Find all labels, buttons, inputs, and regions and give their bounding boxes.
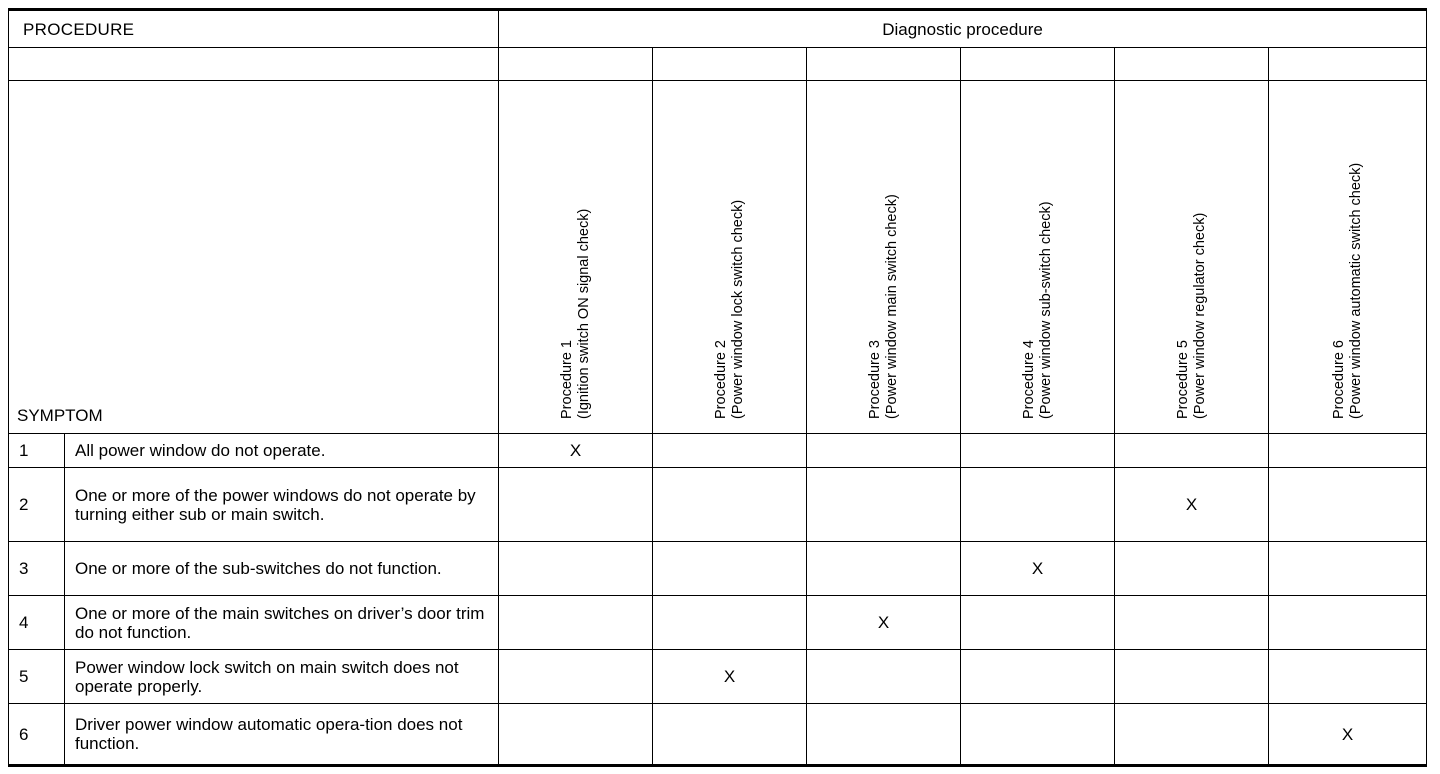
procedure-mark-cell — [1115, 434, 1269, 468]
procedure-mark-cell: X — [1269, 704, 1427, 766]
procedure-mark-cell: X — [807, 596, 961, 650]
symptom-number: 5 — [9, 650, 65, 704]
procedure-mark-cell: X — [653, 650, 807, 704]
procedure-mark-cell — [499, 596, 653, 650]
procedure-description: (Power window regulator check) — [1191, 212, 1208, 419]
blank-cell — [807, 48, 961, 81]
procedure-number: Procedure 1 — [558, 340, 575, 419]
procedure-mark-cell: X — [961, 542, 1115, 596]
symptom-row — [9, 650, 1427, 704]
procedure-title — [713, 200, 747, 419]
procedure-description: (Power window lock switch check) — [729, 199, 746, 419]
procedure-mark-cell — [499, 704, 653, 766]
procedure-mark-cell — [499, 650, 653, 704]
symptom-number: 6 — [9, 704, 65, 766]
procedure-mark-cell — [1269, 434, 1427, 468]
procedure-number: Procedure 6 — [1330, 340, 1347, 419]
procedure-mark-cell — [807, 650, 961, 704]
procedure-mark-cell — [1115, 542, 1269, 596]
procedure-mark-cell — [807, 542, 961, 596]
procedure-mark-cell — [653, 468, 807, 542]
procedure-description: (Power window sub-switch check) — [1037, 201, 1054, 419]
symptom-description: Power window lock switch on main switch does not operate properly. — [65, 650, 499, 704]
blank-cell — [961, 48, 1115, 81]
procedure-title — [559, 209, 593, 419]
header-row — [9, 10, 1427, 48]
procedure-number: Procedure 4 — [1020, 340, 1037, 419]
procedure-number: Procedure 5 — [1174, 340, 1191, 419]
procedure-mark-cell — [1269, 542, 1427, 596]
procedure-mark-cell — [1269, 650, 1427, 704]
symptom-row — [9, 704, 1427, 766]
procedure-description: (Power window automatic switch check) — [1347, 162, 1364, 419]
procedure-mark-cell: X — [499, 434, 653, 468]
procedure-mark-cell — [961, 704, 1115, 766]
symptom-description: All power window do not operate. — [65, 434, 499, 468]
procedure-mark-cell — [1269, 596, 1427, 650]
diagnostic-table-sheet — [8, 8, 1426, 766]
procedure-mark-cell — [499, 542, 653, 596]
blank-cell — [9, 48, 499, 81]
procedure-column-header — [1269, 81, 1427, 434]
blank-cell — [1269, 48, 1427, 81]
procedure-title — [1021, 201, 1055, 419]
procedure-mark-cell — [961, 434, 1115, 468]
symptom-row — [9, 434, 1427, 468]
procedure-column-header — [807, 81, 961, 434]
symptom-row — [9, 468, 1427, 542]
procedure-mark-cell — [807, 468, 961, 542]
symptom-description: One or more of the sub-switches do not function. — [65, 542, 499, 596]
symptom-row — [9, 596, 1427, 650]
procedure-mark-cell — [653, 704, 807, 766]
procedure-mark-cell — [807, 434, 961, 468]
symptom-number: 1 — [9, 434, 65, 468]
procedure-mark-cell — [807, 704, 961, 766]
procedure-title — [867, 194, 901, 419]
procedure-column-header — [653, 81, 807, 434]
symptom-row — [9, 542, 1427, 596]
symptom-header-cell — [9, 81, 499, 434]
symptom-number: 2 — [9, 468, 65, 542]
blank-cell — [499, 48, 653, 81]
procedure-mark-cell — [1115, 650, 1269, 704]
procedure-column-header — [499, 81, 653, 434]
procedure-mark-cell: X — [1115, 468, 1269, 542]
procedure-title — [1331, 163, 1365, 419]
procedure-names-row — [9, 81, 1427, 434]
blank-row — [9, 48, 1427, 81]
blank-cell — [1115, 48, 1269, 81]
procedure-mark-cell — [1115, 596, 1269, 650]
symptom-number: 4 — [9, 596, 65, 650]
diagnostic-procedure-header: Diagnostic procedure — [499, 10, 1427, 48]
procedure-mark-cell — [961, 650, 1115, 704]
procedure-number: Procedure 3 — [866, 340, 883, 419]
procedure-column-header — [961, 81, 1115, 434]
symptom-number: 3 — [9, 542, 65, 596]
procedure-mark-cell — [961, 468, 1115, 542]
procedure-header-cell — [9, 10, 499, 48]
symptom-header-label: SYMPTOM — [17, 406, 103, 425]
procedure-mark-cell — [961, 596, 1115, 650]
procedure-title — [1175, 213, 1209, 419]
diagnostic-matrix-table — [8, 8, 1427, 767]
symptom-description: One or more of the main switches on driver’s door trim do not function. — [65, 596, 499, 650]
procedure-column-header — [1115, 81, 1269, 434]
procedure-mark-cell — [499, 468, 653, 542]
procedure-mark-cell — [653, 542, 807, 596]
procedure-mark-cell — [653, 434, 807, 468]
procedure-description: (Ignition switch ON signal check) — [575, 208, 592, 419]
blank-cell — [653, 48, 807, 81]
procedure-mark-cell — [1269, 468, 1427, 542]
symptom-description: One or more of the power windows do not operate by turning either sub or main switch. — [65, 468, 499, 542]
symptom-description: Driver power window automatic opera-tion does not function. — [65, 704, 499, 766]
procedure-description: (Power window main switch check) — [883, 194, 900, 419]
procedure-header-label: PROCEDURE — [23, 19, 135, 39]
procedure-mark-cell — [653, 596, 807, 650]
procedure-mark-cell — [1115, 704, 1269, 766]
procedure-number: Procedure 2 — [712, 340, 729, 419]
